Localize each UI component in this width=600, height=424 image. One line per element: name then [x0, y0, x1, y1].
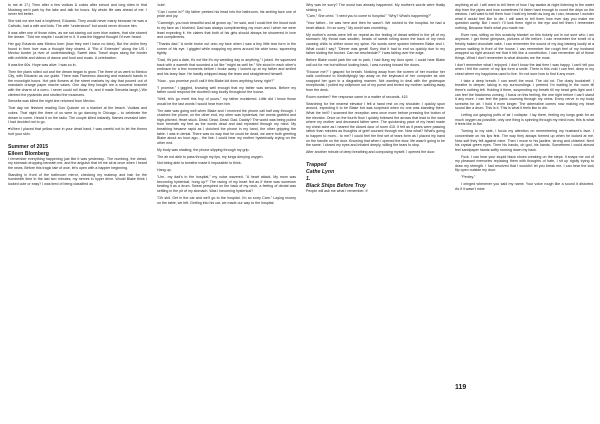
- paragraph: I remember everything happening just like it was yesterday.. The numbing, the dread, my stomach dropping beneath me, and the anguish that hit me all at once when I heard the news. Before this tragic tale of woe, let's open with a happier beginning.: [8, 156, 147, 170]
- paragraph: The date was going well when Blake and I received the phone call half way through. I clutched the phone, on the other end, my other was hysterical, her words garbled and high-pitched. Heart stuck. Dead. Dead. Dead. Dad. Daddy? The world was being pulled from beneath my feet as the words dead and dad repeated through my mind. My breathing became rapid as I clutched the phone in my hand, the other gripping the table. I was in denial. There was no way that he could be dead, we were both greeting Blake about an hour ago... the line. I could hear my mother hysterically crying on the other end.: [157, 108, 296, 145]
- paragraph: "Cammigh, you look beautiful and all grown up," he said, and I could feel the blood rush to my face as I blushed. Dad was always complimenting my mom and I when we were least expecting it. He claims that both of his girls should always be showered in love and compliments.: [157, 21, 296, 40]
- column-2: [157, 3, 296, 421]
- paragraph: "Thanks dad." A smile broke out onto my face when I saw a tiny little tear form in the corner of his eye. I giggled while wrapping my arms around his wide torso, squeezing tightly.: [157, 42, 296, 56]
- paragraph: "Can I come in?" My father peeked his head into the bathroom, his smiling face one of pride and joy.: [157, 9, 296, 19]
- paragraph: anything at all. I will want to tell them of how I lay awake at night listening to the water drip from the pipes and how sometimes I'd listen hard enough to count the drips on the window. I will want to tell them how I hold my breath as long as I can, because I wonder what it would feel like to die. I will want to tell them how ever day you make me question sanity. But I won't. I'll look them right in the eye and tell them I remember nothing. Because that's what you made me.: [455, 3, 594, 30]
- paragraph: That day we finished reading Don Quixote on a blanket at the beach. Vodkas and cokes. That night the three of us were to go dancing in Chicago – to celebrate the dream to come. Heard it on the radio. The couple killed instantly. Names revealed later. I had decided not to go.: [8, 106, 147, 125]
- paragraph: My body was shaking, the phone slipping through my grip.: [157, 147, 250, 152]
- paragraph: "Dad, it's just a date, it's not like it's my wedding day or anything," I joked. He squeezed back with a warmth that sounded a lot like "might as well be." We stood in each other's embrace for a few moments before I broke away. I looked up at my father and smiled and his teary face. He hastily whipped away the tears and straightened himself.: [157, 58, 296, 76]
- paragraph: Senorita was killed the night she returned from Mexico.: [8, 99, 96, 104]
- paragraph: People will ask me what I remember. If: [306, 188, 368, 193]
- section-heading: Cathe Lynn: [306, 168, 335, 175]
- paragraph: Room number? Her response came in a matter of seconds. 415: [306, 94, 408, 99]
- section-spacer: [8, 139, 147, 143]
- paragraph: It was after one of those rides, as we sat staring out over blue waters, that she shared the dream. "Told me maybe I could be in it. It was the biggest thought I'd ever heard.: [8, 30, 147, 40]
- paragraph: "Excuse me?" I gasped for breath. Noticing away from the screen of her monitor her nails continued to hindfullyingly tap away on the keyboard of her computer as she snapped her gum in a disgusting manner. Not wanting to deal with the grotesque receptionist, I pulled my cellphone out of my purse and texted my mother, walking away from the desk.: [306, 69, 445, 92]
- paragraph: "Oh shit. Get in the car and we'll go to the hospital. I'm so sorry Cam." Laying money on the table, we left. Getting into his car, we made our way to the hospital.: [157, 195, 296, 205]
- column-3: [306, 3, 445, 381]
- paragraph: "Cam," She cried. "I need you to come to hospital." "Why? What's happening?": [306, 14, 432, 19]
- paragraph: "Well, let's go meet this boy of yours," my father exclaimed. Little did I know those would be the last words I would hear from him.: [157, 97, 296, 106]
- paragraph: Even now, sitting on this scratchy blanket on this rickety cot in not sure who I am anymore. I get these glimpses, pictures of life before. I can remember the smell of a freshly baked chocolate cake. I can remember the sound of my dog barking loudly at a person walking in front of the house. I can remember the rough feel of my husband wrapped so tight around me that it felt like a constriction. I can remember all of these things. What I don't remember is what disturbs me the most.: [455, 32, 594, 60]
- paragraph: Not being able to breathe made it impossible to think.: [157, 161, 242, 166]
- paragraph: I take a deep breath. I can smell the must. The old rot. The dusty bookshelf. I breathe in deeper, taking in my surroundings. I pretend I'm waiting in the room till there's nothing left. Holding it there, suspending my breath till my head gets light and I can feel the blackness coming. I focus on this feeling, the one right before I can't stand it any more. I can feel the panic coursing through my veins. Every nerve in my body screams for air. I hold it even longer. The adrenaline comes now making my heart sound like a drum. This is it. This is what it feels like to die.: [455, 78, 594, 111]
- paragraph: I don't remember what I enjoyed. I don't know the last time I was happy. I can't tell you when I felt the corner of my lips form a smile. There is this void I can feel, deep in my chest where my happiness used to live. I'm not sure how to find it any more.: [455, 62, 594, 76]
- paragraph: I cringed whenever you said my name. Your voice rough like a sound it distorted. As if it wasn't mine: [455, 182, 594, 191]
- paragraph: 'cute'.: [157, 3, 167, 7]
- paragraph: ♥When I placed that yellow rose in your dead hand, I was careful not to let the thorns hurt your skin.: [8, 127, 147, 136]
- section-heading: Trapped: [306, 161, 327, 168]
- paragraph: Hang up.: [157, 168, 172, 173]
- paragraph: Standing in front of the bathroom mirror, checking my makeup and hair for the hundredth time in the last two minutes, my nerves in hyper drive. Would Blake think I looked cute or easy? I was tired of being classified as: [8, 172, 147, 186]
- column-4: [455, 3, 594, 421]
- section-heading: 1.: [306, 175, 311, 182]
- paragraph: "Now... you promise you'll call if this Blake kid does anything funny, right?": [157, 78, 275, 83]
- paragraph: to me at 17.) Then after a few vodkas & cokes after school and long rides in that Mustang we'd park by the lake and talk for hours. My whole life was ahead of me. I never felt better.: [8, 3, 147, 17]
- paragraph: It was the 60s. Hope was alive. I was so in.: [8, 62, 77, 67]
- paragraph: "Penley.": [461, 175, 476, 180]
- paragraph: My mother's words were left on repeat as the feeling of dread settled in the pit of my stomach. My throat was swollen, beads of sweat rolling down the back of my neck causing chills to slither down my spine. No words were spoken between Blake and I. What could I say? "Dinner was great! Sorry that it had to end so quickly due to my father kicking the bucket. Can we reschedule?" I was falling over the edge.: [306, 32, 445, 56]
- section-heading: Eileen Blomberg: [8, 150, 49, 157]
- page-number: 119: [455, 384, 467, 391]
- paragraph: "I promise," I giggled, knowing well enough that my father was serious. Before my father could respond the doorbell rang loudly throughout the house.: [157, 85, 296, 95]
- paragraph: After another minute of deep breathing and composing myself, I opened the door.: [306, 150, 436, 154]
- paragraph: Letting out gasping puffs of air I collapse. I lay there, feeling my lungs grab for as much oxygen as possible, only one thing is spinning through my mind now; this is what it feels like to live.: [455, 113, 594, 127]
- section-spacer: [306, 157, 445, 161]
- paragraph: Before Blake could park the car to park, I had flung my door open. I could hear Blake call out for me but without looking back, I was running toward the doors.: [306, 58, 445, 67]
- paragraph: Turning to my side, I focus my attention on remembering my husband's face. I concentrate on his lips first. The way they always formed up when he looked at me. Now soft they felt against mine. Then I move to his jawline, strong and chiseled. Next his crystal green eyes. Then his hands, oh god, his hands. Sometimes I could almost feel sandpaper hands softly running down my back.: [455, 129, 594, 152]
- section-heading: Black Ships Before Troy: [306, 182, 366, 189]
- paragraph: She told me she had a boyfriend, Eduardo. They would never marry because he was a Catholic, had a wife and kids. The wife "understood" but would never divorce him.: [8, 19, 147, 28]
- paragraph: Fuck. I can hear your stupid black shoes creaking on the steps. It snaps me out of my pleasant memories replacing them with thoughts of hate, I sit up rigidly trying to draw my strength. I had resolved that I wouldn't let you break me. I can hear the lock flip open outside my door.: [455, 154, 594, 173]
- paragraph: The air not able to pass through my lips, my lungs denying oxygen.: [157, 154, 264, 159]
- paragraph: "Um.. my dad's in the hospital," my voice wavered. "A heart attack. My mom was becoming hysterical, hung up?" The racing of my heart fed as if there was someone beating it as a drum. Sweat perspired on the back of my neck, a feeling of dental was settling in the pit of my stomach. Was I becoming hysterical?: [157, 175, 296, 194]
- paragraph: Then the plans rolled out and the dream began to grow. The three of us went to Mexico City, with Eduardo as our guide. There was Flamenco dancing and mariachi bands in the moonlight hours. Hot pink flowers at the street markets by day that poured out of mandarin orange paper mache vases. One day they bought me a souvenir bracelet with the charm of a curro. I never could roll those r's, and it made Senorita laugh.) We climbed the pyramids and strolled the museums.: [8, 69, 147, 97]
- paragraph: Why was he sorry? The worst has already happened. My mother's words were finally sinking in.: [306, 3, 445, 12]
- column-1: [8, 3, 147, 421]
- paragraph: Searching for the nearest elevator I felt a hand rest on my shoulder. I quickly spun around, expecting it to be Blake but was surprised when no one was standing there. What the hell? I scanned the reception area once more before pressing the button of the elevator. Once on the fourth floor I quickly followed the arrows that lead to the ward where my mother and deceased father were. The quickening pace of my heart made my chest ache as I neared the closed door of room 415. It felt as if years were passing rather than minutes as thoughts of grief coursed through me. Now what? What's going to happen to mom... to me? I could feel the first set of tears form as I placed my hand on the handle on the door. Knowing that when I opened the door, life wasn't going to be the same. I closed my eyes and inhaled deeply, willing the tears to stop.: [306, 101, 445, 148]
- section-heading: Summer of 2015: [8, 143, 49, 150]
- paragraph: Her guy Eduardo was Mexico born (how they met I have no idea). But the victim they found in their love was a thought they shared. A "Rio d' Entender" along the US / Mexico border (a river of understanding). Sweet idea. Travel stops along the border with exhibits and videos of dance and food and music. A celebration.: [8, 42, 147, 60]
- paragraph: "Your father... he was here and then he wasn't. We rushed to the hospital- he had a heart attack. I'm so sorry." My world was crumbling.: [306, 21, 445, 30]
